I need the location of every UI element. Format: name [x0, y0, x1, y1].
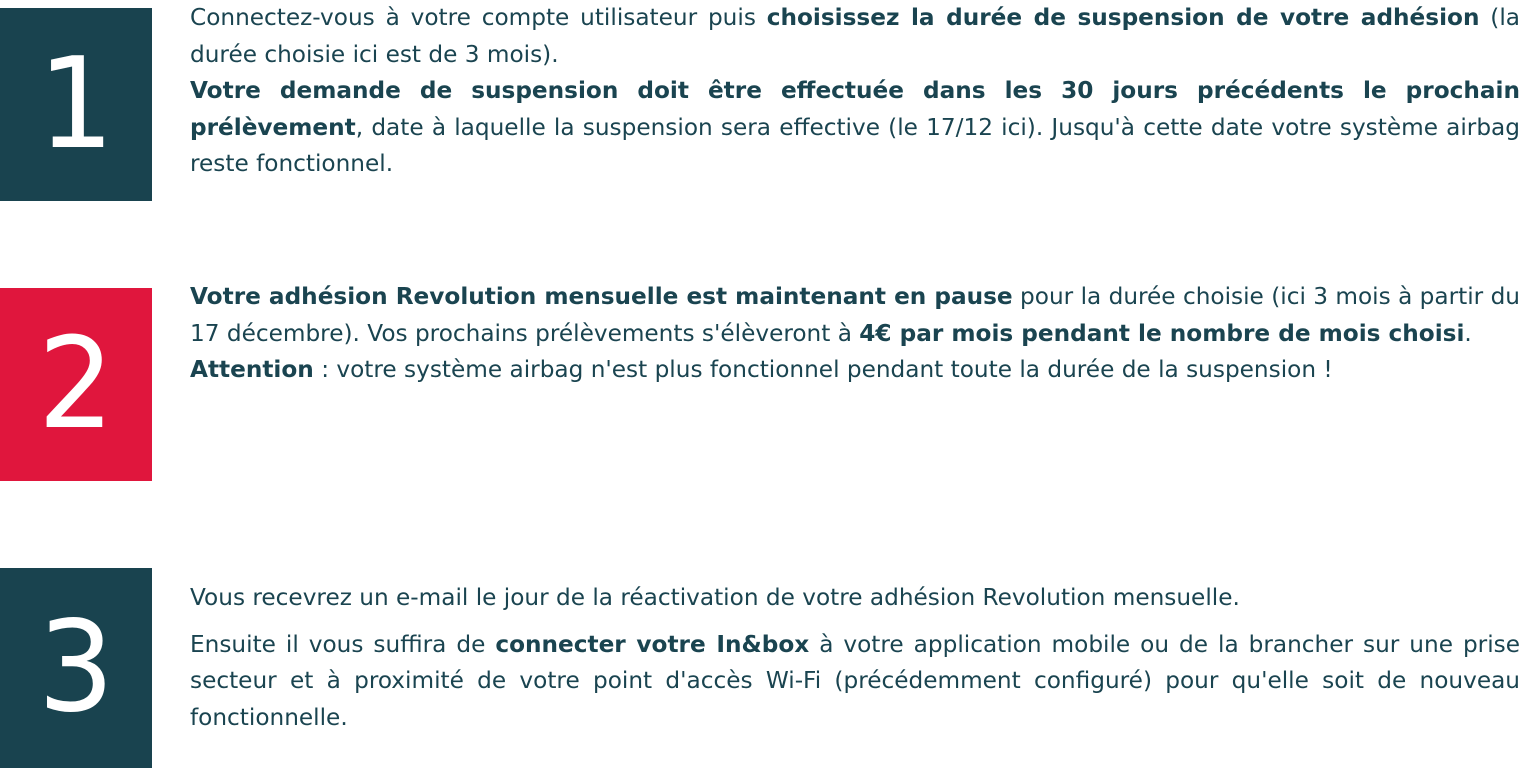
step-paragraph: [190, 279, 1520, 352]
step-paragraph: [190, 627, 1520, 737]
text-segment: : votre système airbag n'est plus fonctionnel pendant toute la durée de la suspension !: [313, 356, 1333, 383]
step-paragraph: [190, 0, 1520, 73]
bold-text-segment: Votre demande de suspension doit être effectuée dans les 30 jours précédents le prochain prélèvement: [190, 77, 1520, 141]
step-number: 3: [37, 594, 115, 741]
text-segment: .: [1464, 319, 1472, 347]
text-segment: , date à laquelle la suspension sera effective (le 17/12 ici). Jusqu'à cette date votre système airbag reste fonctionnel.: [190, 113, 1520, 177]
step-number-box: [0, 288, 152, 481]
step-paragraph: [190, 73, 1520, 183]
bold-text-segment: connecter votre In&box: [495, 630, 810, 658]
step-paragraph: [190, 580, 1520, 617]
text-segment: Vous recevrez un e-mail le jour de la réactivation de votre adhésion Revolution mensuelle.: [190, 584, 1240, 611]
step-number-box: [0, 8, 152, 201]
text-segment: Connectez-vous à votre compte utilisateur puis: [190, 4, 767, 31]
step-number: 2: [37, 311, 115, 457]
step-number: 1: [37, 31, 115, 177]
text-segment: à votre application mobile ou de la brancher sur une prise secteur et à proximité de votre point d'accès Wi-Fi (précédemment configuré) pour qu'elle soit de nouveau fonctionnelle.: [190, 630, 1520, 731]
step-text: [190, 580, 1520, 736]
bold-text-segment: choisissez la durée de suspension de votre adhésion: [766, 4, 1480, 31]
step-paragraph: [190, 352, 1520, 389]
text-segment: pour la durée choisie (ici 3 mois à partir du 17 décembre). Vos prochains prélèvements s'élèveront à: [190, 283, 1520, 347]
text-segment: (la durée choisie ici est de 3 mois).: [190, 4, 1520, 68]
bold-text-segment: 4€ par mois pendant le nombre de mois choisi: [859, 319, 1465, 347]
bold-text-segment: Votre adhésion Revolution mensuelle est maintenant en pause: [190, 283, 1013, 310]
step-text: [190, 279, 1520, 389]
step-number-box: [0, 568, 152, 768]
text-segment: Ensuite il vous suffira de: [190, 630, 496, 658]
step-text: [190, 0, 1520, 183]
bold-text-segment: Attention: [190, 356, 314, 383]
